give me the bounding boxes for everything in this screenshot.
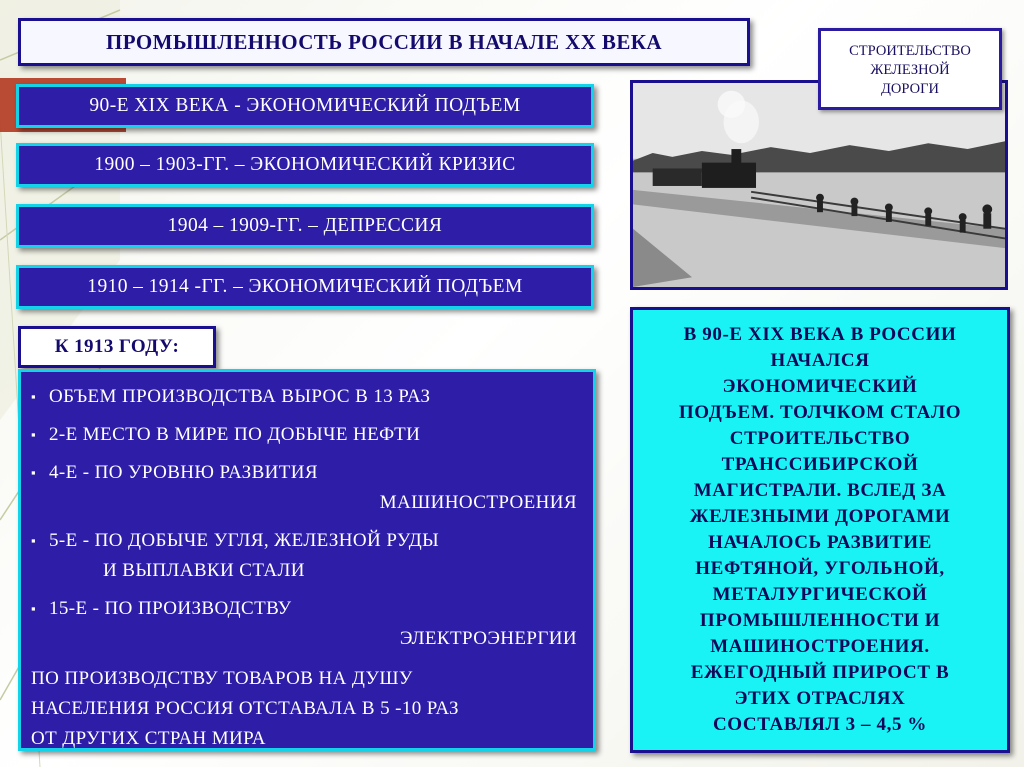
fact-item [31, 594, 581, 654]
description-line: В 90-Е XIX ВЕКА В РОССИИ [683, 324, 957, 345]
fact-line: 2-Е МЕСТО В МИРЕ ПО ДОБЫЧЕ НЕФТИ [49, 424, 421, 445]
photo-caption [818, 28, 1002, 110]
description-line: МЕТАЛУРГИЧЕСКОЙ [712, 584, 928, 605]
bullet-icon: ▪ [31, 427, 37, 442]
facts-1913-panel [18, 369, 596, 751]
fact-line: 15-Е - ПО ПРОИЗВОДСТВУ [49, 598, 292, 619]
bullet-icon: ▪ [31, 601, 37, 616]
description-line: ЖЕЛЕЗНЫМИ ДОРОГАМИ [689, 506, 951, 527]
year-1913-label-text: К 1913 ГОДУ: [54, 336, 180, 357]
period-text: 90-Е XIX ВЕКА - ЭКОНОМИЧЕСКИЙ ПОДЪЕМ [89, 95, 521, 116]
description-line: ТРАНССИБИРСКОЙ [721, 454, 919, 475]
period-text: 1900 – 1903-ГГ. – ЭКОНОМИЧЕСКИЙ КРИЗИС [94, 154, 516, 175]
period-1910-1914 [16, 265, 594, 309]
fact-line: 5-Е - ПО ДОБЫЧЕ УГЛЯ, ЖЕЛЕЗНОЙ РУДЫ [49, 530, 440, 551]
period-1900-1903 [16, 143, 594, 187]
description-line: СТРОИТЕЛЬСТВО [729, 428, 911, 449]
bullet-icon: ▪ [31, 465, 37, 480]
description-line: НАЧАЛОСЬ РАЗВИТИЕ [708, 532, 932, 553]
lag-line: ПО ПРОИЗВОДСТВУ ТОВАРОВ НА ДУШУ [31, 668, 413, 689]
lag-line: НАСЕЛЕНИЯ РОССИЯ ОТСТАВАЛА В 5 -10 РАЗ [31, 698, 459, 719]
caption-line: СТРОИТЕЛЬСТВО [849, 43, 971, 59]
fact-item [31, 420, 581, 450]
description-line: ЭКОНОМИЧЕСКИЙ [722, 376, 918, 397]
fact-line: ОБЪЕМ ПРОИЗВОДСТВА ВЫРОС В 13 РАЗ [49, 386, 431, 407]
description-line: НЕФТЯНОЙ, УГОЛЬНОЙ, [695, 558, 945, 579]
economic-rise-description [630, 307, 1010, 753]
period-text: 1904 – 1909-ГГ. – ДЕПРЕССИЯ [167, 215, 443, 236]
year-1913-label [18, 326, 216, 368]
description-line: МАШИНОСТРОЕНИЯ. [710, 636, 930, 657]
period-1904-1909 [16, 204, 594, 248]
caption-line: ДОРОГИ [881, 81, 939, 97]
fact-item [31, 382, 581, 412]
period-1890s [16, 84, 594, 128]
description-line: МАГИСТРАЛИ. ВСЛЕД ЗА [693, 480, 947, 501]
fact-line-continued: МАШИНОСТРОЕНИЯ [379, 492, 577, 513]
fact-item [31, 458, 581, 518]
bullet-icon: ▪ [31, 389, 37, 404]
railway-scene-illustration [633, 83, 1005, 287]
caption-line: ЖЕЛЕЗНОЙ [870, 62, 950, 78]
fact-line: 4-Е - ПО УРОВНЮ РАЗВИТИЯ [49, 462, 318, 483]
page-title [18, 18, 750, 66]
fact-line-continued: ЭЛЕКТРОЭНЕРГИИ [399, 628, 577, 649]
period-text: 1910 – 1914 -ГГ. – ЭКОНОМИЧЕСКИЙ ПОДЪЕМ [87, 276, 523, 297]
lag-line: ОТ ДРУГИХ СТРАН МИРА [31, 728, 266, 749]
description-line: ПРОМЫШЛЕННОСТИ И [699, 610, 941, 631]
description-line: ЭТИХ ОТРАСЛЯХ [734, 688, 906, 709]
description-line: НАЧАЛСЯ [770, 350, 870, 371]
railway-construction-photo [630, 80, 1008, 290]
lag-statement [31, 664, 581, 754]
fact-line-continued: И ВЫПЛАВКИ СТАЛИ [103, 560, 305, 581]
description-line: ПОДЪЕМ. ТОЛЧКОМ СТАЛО [678, 402, 962, 423]
description-line: ЕЖЕГОДНЫЙ ПРИРОСТ В [690, 662, 950, 683]
page-title-text: ПРОМЫШЛЕННОСТЬ РОССИИ В НАЧАЛЕ ХХ ВЕКА [106, 29, 662, 54]
fact-item [31, 526, 581, 586]
description-line: СОСТАВЛЯЛ 3 – 4,5 % [712, 714, 928, 735]
bullet-icon: ▪ [31, 533, 37, 548]
